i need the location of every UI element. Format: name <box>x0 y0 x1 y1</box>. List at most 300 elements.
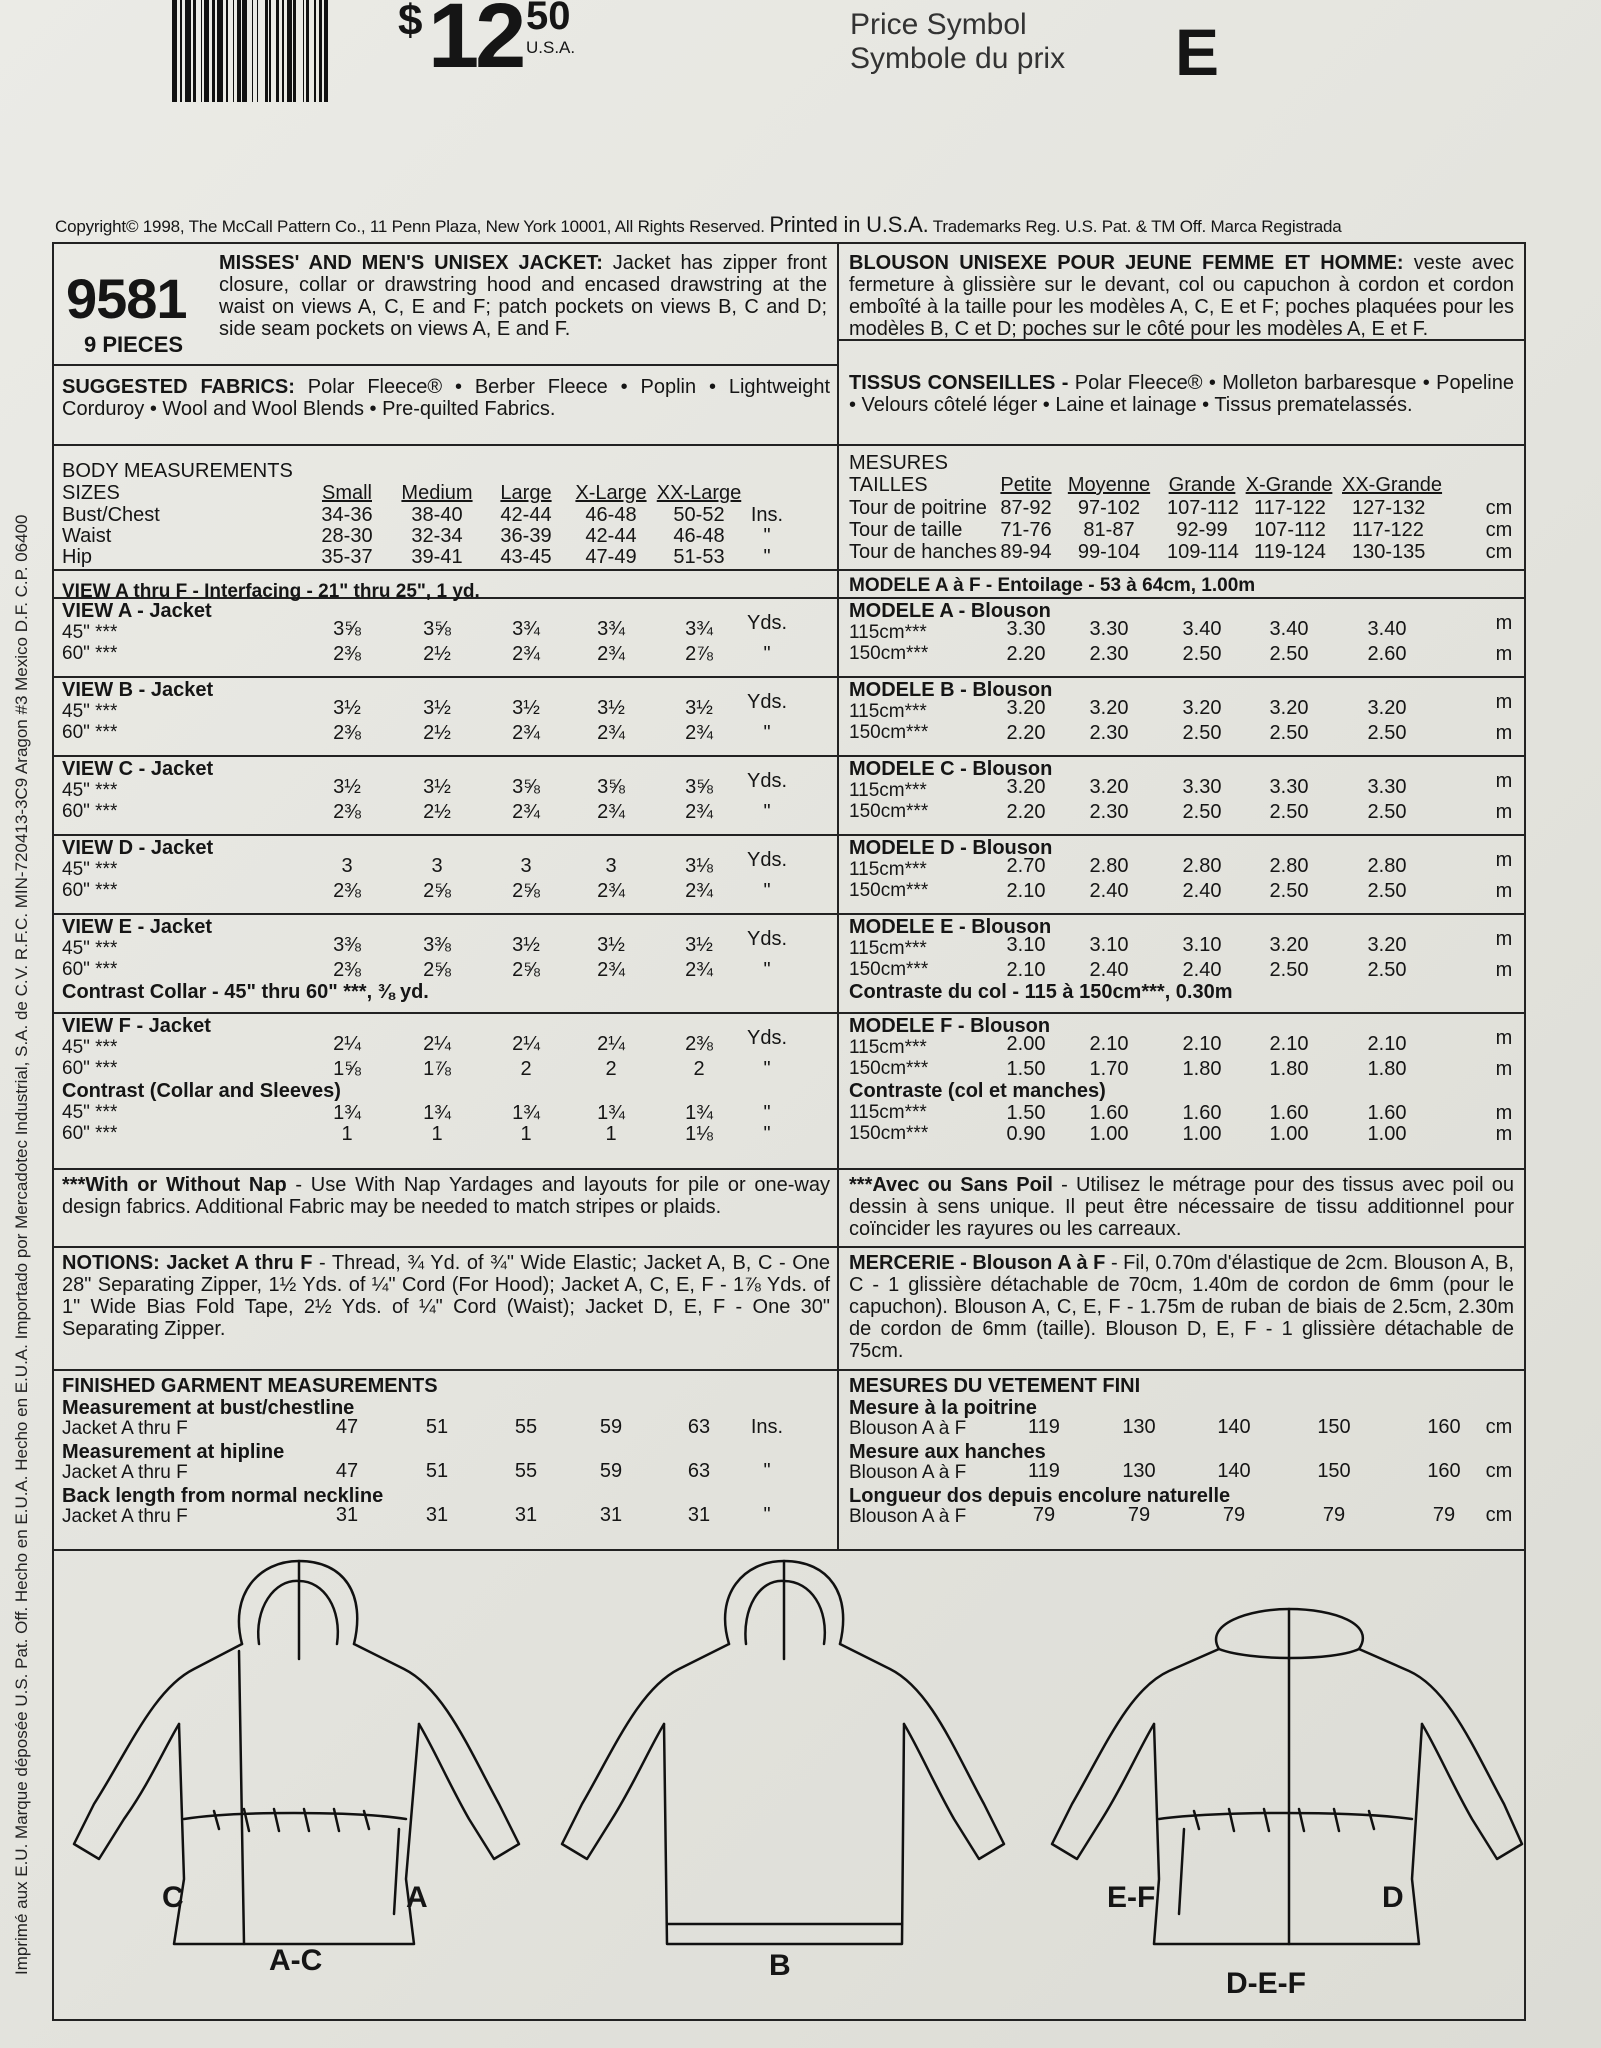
fr-yardage-cell: 3.30 <box>1089 618 1129 640</box>
en-width-label: 60" *** <box>62 1123 118 1144</box>
fr-measure-label: Tour de hanches <box>849 541 997 563</box>
en-yardage-unit: " <box>763 1102 771 1124</box>
en-yardage-cell: 1 <box>520 1123 532 1145</box>
en-yardage-cell: 2⅜ <box>333 801 361 823</box>
fr-yardage-cell: 2.70 <box>1006 855 1046 877</box>
divider <box>54 676 1524 678</box>
fr-yardage-cell: 2.50 <box>1367 880 1407 902</box>
en-width-label: 45" *** <box>62 938 118 959</box>
fr-yardage-cell: 2.10 <box>1089 1033 1129 1055</box>
en-yardage-cell: 1 <box>341 1123 353 1145</box>
en-view-title: VIEW C - Jacket <box>62 758 214 780</box>
fr-yardage-cell: 3.20 <box>1269 697 1309 719</box>
fr-finished-cell: 79 <box>1432 1504 1456 1526</box>
fr-yardage-cell: 2.50 <box>1269 801 1309 823</box>
copyright-text: Copyright© 1998, The McCall Pattern Co., 11 Penn Plaza, New York 10001, All Rights Reserved. <box>55 217 765 236</box>
en-yardage-cell: 3½ <box>423 697 451 719</box>
fr-width-label: 150cm*** <box>849 643 929 664</box>
en-finished-cell: 31 <box>514 1504 538 1526</box>
fr-yardage-cell: 1.60 <box>1367 1102 1407 1124</box>
en-width-label: 60" *** <box>62 722 118 743</box>
en-finished-cell: 59 <box>599 1416 623 1438</box>
en-yardage-cell: 3 <box>341 855 353 877</box>
en-yardage-cell: 2½ <box>423 722 451 744</box>
fr-finished-cell: 79 <box>1032 1504 1056 1526</box>
en-finished-cell: 59 <box>599 1460 623 1482</box>
fr-yardage-cell: 1.50 <box>1006 1102 1046 1124</box>
en-finished-cell: 51 <box>425 1416 449 1438</box>
fr-yardage-unit: m <box>1495 928 1513 950</box>
fr-yardage-cell: 2.20 <box>1006 801 1046 823</box>
barcode-bar <box>328 0 331 102</box>
en-yardage-cell: 3¾ <box>685 618 713 640</box>
fr-yardage-unit: m <box>1495 880 1513 902</box>
en-yardage-unit: " <box>763 959 771 981</box>
en-yardage-cell: 1⅝ <box>333 1058 361 1080</box>
fr-finished-unit: cm <box>1485 1416 1513 1438</box>
en-finished-label: Jacket A thru F <box>62 1462 188 1483</box>
en-notions <box>62 1252 830 1340</box>
fr-yardage-cell: 3.40 <box>1269 618 1309 640</box>
fr-finished-unit: cm <box>1485 1504 1513 1526</box>
fr-yardage-cell: 3.20 <box>1089 776 1129 798</box>
en-sizes-label: SIZES <box>62 482 120 504</box>
drawing-label-b: B <box>769 1949 791 1982</box>
en-yardage-cell: 3 <box>431 855 443 877</box>
fr-yardage-cell: 3.40 <box>1367 618 1407 640</box>
en-yardage-cell: 2⅝ <box>423 880 451 902</box>
fr-yardage-cell: 1.00 <box>1269 1123 1309 1145</box>
en-yardage-cell: 3⅝ <box>512 776 540 798</box>
fr-yardage-cell: 2.10 <box>1269 1033 1309 1055</box>
fr-yardage-cell: 2.80 <box>1182 855 1222 877</box>
en-yardage-cell: 2⅜ <box>333 643 361 665</box>
fr-finished-cell: 119 <box>1028 1416 1060 1438</box>
fr-measure-cell: 87-92 <box>1000 497 1052 519</box>
en-yardage-cell: 1¾ <box>512 1102 540 1124</box>
en-yardage-cell: 1¾ <box>685 1102 713 1124</box>
fr-yardage-cell: 2.50 <box>1182 643 1222 665</box>
fr-yardage-cell: 2.80 <box>1367 855 1407 877</box>
en-width-label: 45" *** <box>62 780 118 801</box>
price-symbol-letter: E <box>1175 15 1220 89</box>
printed-in: Printed in U.S.A. <box>769 212 929 237</box>
fr-width-label: 150cm*** <box>849 959 929 980</box>
fr-yardage-cell: 3.40 <box>1182 618 1222 640</box>
en-yardage-unit: " <box>763 1058 771 1080</box>
fr-yardage-unit: m <box>1495 1058 1513 1080</box>
en-notions-title: NOTIONS: Jacket A thru F <box>62 1252 313 1274</box>
fr-yardage-cell: 2.50 <box>1367 722 1407 744</box>
fr-sizes-label: TAILLES <box>849 474 928 496</box>
fr-yardage-cell: 3.30 <box>1182 776 1222 798</box>
en-finished-unit: Ins. <box>750 1416 784 1438</box>
en-yardage-cell: 2¾ <box>512 801 540 823</box>
en-yardage-cell: 2¼ <box>333 1033 361 1055</box>
en-measure-cell: 43-45 <box>500 546 552 568</box>
en-measure-cell: 42-44 <box>585 525 637 547</box>
fr-nap <box>849 1174 1514 1240</box>
drawing-label-def: D-E-F <box>1226 1967 1306 2000</box>
fr-view-title: MODELE F - Blouson <box>849 1015 1051 1037</box>
drawing-label-a: A <box>406 1881 428 1914</box>
en-yardage-cell: 3 <box>520 855 532 877</box>
jacket-ac-sketch <box>74 1561 519 1944</box>
en-fabrics <box>62 376 830 420</box>
fr-measure-cell: 71-76 <box>1000 519 1052 541</box>
en-finished-cell: 31 <box>599 1504 623 1526</box>
fr-yardage-cell: 1.70 <box>1089 1058 1129 1080</box>
fr-yardage-cell: 1.80 <box>1269 1058 1309 1080</box>
fr-width-label: 150cm*** <box>849 1123 929 1144</box>
fr-yardage-unit: m <box>1495 770 1513 792</box>
fr-finished-label: Blouson A à F <box>849 1418 967 1439</box>
en-size-header: Large <box>500 482 552 504</box>
fr-view-title: MODELE B - Blouson <box>849 679 1053 701</box>
en-yardage-cell: 3 <box>605 855 617 877</box>
en-finished-cell: 31 <box>425 1504 449 1526</box>
fr-finished-cell: 79 <box>1222 1504 1246 1526</box>
fr-size-header: Moyenne <box>1067 474 1151 496</box>
en-size-header: XX-Large <box>656 482 742 504</box>
fr-width-label: 115cm*** <box>849 622 927 643</box>
fr-yardage-cell: 2.40 <box>1089 880 1129 902</box>
en-yardage-cell: 3¾ <box>597 618 625 640</box>
fr-size-header: Petite <box>1000 474 1052 496</box>
fr-yardage-cell: 2.10 <box>1182 1033 1222 1055</box>
en-yardage-cell: 2¾ <box>597 643 625 665</box>
en-yardage-cell: 2⅜ <box>333 959 361 981</box>
en-measure-cell: 34-36 <box>321 504 373 526</box>
en-yardage-cell: 2⅝ <box>512 880 540 902</box>
fr-width-label: 115cm*** <box>849 1037 927 1058</box>
fr-yardage-cell: 2.50 <box>1367 959 1407 981</box>
en-finished-title: FINISHED GARMENT MEASUREMENTS <box>62 1375 438 1397</box>
divider <box>54 1369 1524 1371</box>
fr-yardage-cell: 2.50 <box>1182 801 1222 823</box>
en-view-title: VIEW F - Jacket <box>62 1015 211 1037</box>
fr-yardage-cell: 3.20 <box>1269 934 1309 956</box>
fr-yardage-cell: 1.60 <box>1089 1102 1129 1124</box>
fr-finished-subtitle: Mesure à la poitrine <box>849 1397 1037 1419</box>
en-yardage-cell: 2½ <box>423 643 451 665</box>
fr-measure-label: Tour de taille <box>849 519 963 541</box>
en-width-label: 60" *** <box>62 1058 118 1079</box>
en-yardage-cell: 1 <box>605 1123 617 1145</box>
en-yardage-cell: 2⅜ <box>333 722 361 744</box>
fr-yardage-cell: 2.40 <box>1089 959 1129 981</box>
side-import-text: Imprimé aux E.U. Marque déposée U.S. Pat. Off. Hecho en E.U.A. Hecho en E.U.A. Importado por Mercadotec Industrial, S.A. de C.V. R.F.C. MIN-720413-3C9 Aragon #3 Mexico D.F. C.P. 06400 <box>12 514 31 1975</box>
en-width-label: 60" *** <box>62 880 118 901</box>
fr-yardage-cell: 3.10 <box>1006 934 1046 956</box>
fr-contrast-note: Contraste du col - 115 à 150cm***, 0.30m <box>849 981 1233 1003</box>
fr-description <box>849 252 1514 340</box>
divider <box>54 913 1524 915</box>
en-finished-cell: 63 <box>687 1460 711 1482</box>
fr-yardage-cell: 2.50 <box>1269 880 1309 902</box>
en-finished-cell: 47 <box>335 1460 359 1482</box>
jacket-b-sketch <box>562 1561 1004 1944</box>
en-size-header: X-Large <box>575 482 647 504</box>
fr-finished-cell: 160 <box>1427 1460 1461 1482</box>
en-yardage-cell: 2¾ <box>685 959 713 981</box>
fr-width-label: 115cm*** <box>849 859 927 880</box>
fr-view-title: MODELE D - Blouson <box>849 837 1053 859</box>
en-view-title: VIEW A - Jacket <box>62 600 212 622</box>
en-measure-label: Bust/Chest <box>62 504 160 526</box>
en-yardage-cell: 2¾ <box>685 801 713 823</box>
en-width-label: 60" *** <box>62 643 118 664</box>
en-measure-label: Hip <box>62 546 93 568</box>
fr-yardage-unit: m <box>1495 643 1513 665</box>
fr-yardage-cell: 3.20 <box>1367 697 1407 719</box>
en-finished-cell: 31 <box>687 1504 711 1526</box>
fr-notions <box>849 1252 1514 1362</box>
en-finished-subtitle: Back length from normal neckline <box>62 1485 384 1507</box>
fr-yardage-cell: 3.30 <box>1269 776 1309 798</box>
en-measure-cell: 50-52 <box>673 504 725 526</box>
column-divider <box>837 244 839 1549</box>
fr-finished-label: Blouson A à F <box>849 1506 967 1527</box>
fr-nap-text: - Utilisez le métrage pour des tissus avec poil ou dessin à sens unique. Il peut être nécessaire de tissu additionnel pour coïncider les rayures ou les carreaux. <box>849 1174 1514 1240</box>
fr-notions-text: - Fil, 0.70m d'élastique de 2cm. Blouson A, B, C - 1 glissière détachable de 70cm, 1.40m de cordon de 6mm (pour le capuchon). Blouson A, C, E, F - 1.75m de ruban de biais de 2.5cm, 2.30m de cordon de 6mm (taille). Blouson D, E, F - 1 glissière détachable de 75cm. <box>849 1252 1514 1362</box>
divider <box>54 1012 1524 1014</box>
fr-yardage-cell: 3.20 <box>1089 697 1129 719</box>
fr-size-header: Grande <box>1168 474 1236 496</box>
en-yardage-cell: 3⅝ <box>333 618 361 640</box>
fr-view-title: MODELE E - Blouson <box>849 916 1052 938</box>
fr-yardage-cell: 1.60 <box>1182 1102 1222 1124</box>
en-measure-cell: 39-41 <box>411 546 463 568</box>
fr-measure-unit: cm <box>1485 497 1513 519</box>
fr-yardage-cell: 3.20 <box>1182 697 1222 719</box>
en-measure-cell: 36-39 <box>500 525 552 547</box>
divider <box>54 1168 1524 1170</box>
en-yardage-cell: 3⅝ <box>423 618 451 640</box>
info-sheet <box>52 242 1526 2021</box>
en-yardage-cell: 3⅛ <box>685 855 713 877</box>
en-yardage-unit: Yds. <box>746 928 788 950</box>
en-contrast-title: Contrast (Collar and Sleeves) <box>62 1080 341 1102</box>
en-yardage-cell: 3⅜ <box>333 934 361 956</box>
fr-measure-unit: cm <box>1485 541 1513 563</box>
fr-body-title: MESURES <box>849 452 948 474</box>
fr-yardage-unit: m <box>1495 722 1513 744</box>
en-measure-cell: 32-34 <box>411 525 463 547</box>
en-width-label: 45" *** <box>62 859 118 880</box>
fr-finished-subtitle: Mesure aux hanches <box>849 1441 1046 1463</box>
fr-interfacing: MODELE A à F - Entoilage - 53 à 64cm, 1.00m <box>849 575 1256 596</box>
en-yardage-cell: 3½ <box>685 934 713 956</box>
en-yardage-cell: 2½ <box>423 801 451 823</box>
fr-size-header: XX-Grande <box>1342 474 1443 496</box>
en-yardage-cell: 3¾ <box>512 618 540 640</box>
fr-yardage-unit: m <box>1495 1027 1513 1049</box>
en-interfacing: VIEW A thru F - Interfacing - 21" thru 25", 1 yd. <box>62 581 480 602</box>
fr-finished-cell: 119 <box>1028 1460 1060 1482</box>
en-yardage-cell: 3½ <box>512 934 540 956</box>
en-finished-cell: 47 <box>335 1416 359 1438</box>
fr-width-label: 115cm*** <box>849 938 927 959</box>
en-measure-cell: 47-49 <box>585 546 637 568</box>
fr-finished-cell: 140 <box>1217 1416 1251 1438</box>
en-yardage-cell: 2⅜ <box>685 1033 713 1055</box>
en-yardage-cell: 1⅛ <box>685 1123 713 1145</box>
fr-measure-cell: 127-132 <box>1352 497 1426 519</box>
en-yardage-cell: 3⅜ <box>423 934 451 956</box>
fr-yardage-cell: 3.10 <box>1089 934 1129 956</box>
fr-view-title: MODELE C - Blouson <box>849 758 1053 780</box>
fr-measure-cell: 97-102 <box>1077 497 1141 519</box>
fr-yardage-cell: 2.50 <box>1269 722 1309 744</box>
en-yardage-cell: 2¾ <box>597 722 625 744</box>
fr-measure-cell: 99-104 <box>1077 541 1141 563</box>
divider <box>54 444 1524 446</box>
fr-measure-cell: 117-122 <box>1254 497 1326 519</box>
en-yardage-cell: 1⅞ <box>423 1058 451 1080</box>
fr-yardage-unit: m <box>1495 1102 1513 1124</box>
fr-desc-text: veste avec fermeture à glissière sur le devant, col ou capuchon à cordon et cordon emboîté à la taille pour les modèles A, C, E et F; poches plaquées pour les modèles B, C et D; poches sur le côté pour les modèles A, E et F. <box>849 252 1514 340</box>
en-finished-unit: " <box>763 1460 771 1482</box>
en-yardage-unit: Yds. <box>746 1027 788 1049</box>
fr-yardage-cell: 3.20 <box>1367 934 1407 956</box>
en-finished-cell: 63 <box>687 1416 711 1438</box>
fr-size-header: X-Grande <box>1245 474 1333 496</box>
en-finished-cell: 31 <box>335 1504 359 1526</box>
fr-yardage-unit: m <box>1495 849 1513 871</box>
en-finished-subtitle: Measurement at bust/chestline <box>62 1397 355 1419</box>
fr-fabrics-text: Polar Fleece® • Molleton barbaresque • Popeline • Velours côtelé léger • Laine et lainage • Tissus prematelassés. <box>849 372 1514 416</box>
fr-yardage-unit: m <box>1495 691 1513 713</box>
en-yardage-unit: " <box>763 801 771 823</box>
fr-width-label: 150cm*** <box>849 1058 929 1079</box>
en-finished-subtitle: Measurement at hipline <box>62 1441 285 1463</box>
fr-measure-cell: 119-124 <box>1254 541 1326 563</box>
en-finished-label: Jacket A thru F <box>62 1506 188 1527</box>
en-view-title: VIEW B - Jacket <box>62 679 214 701</box>
en-yardage-cell: 3⅝ <box>597 776 625 798</box>
en-desc-title: MISSES' AND MEN'S UNISEX JACKET: <box>219 252 603 274</box>
en-measure-cell: 46-48 <box>585 504 637 526</box>
en-yardage-unit: Yds. <box>746 691 788 713</box>
en-yardage-cell: 2¼ <box>423 1033 451 1055</box>
fr-width-label: 115cm*** <box>849 1102 927 1123</box>
fr-yardage-cell: 3.10 <box>1182 934 1222 956</box>
fr-yardage-cell: 1.00 <box>1089 1123 1129 1145</box>
en-yardage-cell: 2¾ <box>597 880 625 902</box>
price-cents: 50 <box>526 0 571 38</box>
fr-yardage-unit: m <box>1495 612 1513 634</box>
fr-width-label: 150cm*** <box>849 880 929 901</box>
pattern-pieces: 9 PIECES <box>84 332 184 357</box>
en-view-title: VIEW E - Jacket <box>62 916 213 938</box>
fr-yardage-cell: 2.50 <box>1367 801 1407 823</box>
en-measure-cell: 35-37 <box>321 546 373 568</box>
fr-measure-cell: 107-112 <box>1254 519 1326 541</box>
en-finished-cell: 55 <box>514 1460 538 1482</box>
drawing-label-c: C <box>162 1881 184 1914</box>
fr-yardage-cell: 2.10 <box>1367 1033 1407 1055</box>
en-yardage-cell: 2¼ <box>597 1033 625 1055</box>
en-nap-title: ***With or Without Nap <box>62 1174 287 1196</box>
en-width-label: 60" *** <box>62 801 118 822</box>
en-measure-unit: " <box>763 546 771 568</box>
fr-yardage-unit: m <box>1495 801 1513 823</box>
fr-desc-title: BLOUSON UNISEXE POUR JEUNE FEMME ET HOMME: <box>849 252 1404 274</box>
fr-finished-cell: 79 <box>1322 1504 1346 1526</box>
divider <box>54 1246 1524 1248</box>
fr-measure-label: Tour de poitrine <box>849 497 987 519</box>
en-yardage-cell: 2¾ <box>512 722 540 744</box>
fr-finished-subtitle: Longueur dos depuis encolure naturelle <box>849 1485 1231 1507</box>
fr-yardage-cell: 1.80 <box>1367 1058 1407 1080</box>
en-yardage-cell: 2⅝ <box>512 959 540 981</box>
fr-yardage-cell: 2.50 <box>1269 643 1309 665</box>
fr-measure-unit: cm <box>1485 519 1513 541</box>
fr-yardage-cell: 2.30 <box>1089 801 1129 823</box>
en-fabrics-title: SUGGESTED FABRICS: <box>62 376 295 398</box>
drawing-label-d: D <box>1382 1881 1404 1914</box>
en-yardage-cell: 2¾ <box>597 959 625 981</box>
fr-yardage-cell: 2.20 <box>1006 722 1046 744</box>
fr-yardage-cell: 2.80 <box>1269 855 1309 877</box>
fr-yardage-cell: 3.20 <box>1006 697 1046 719</box>
fr-yardage-cell: 2.80 <box>1089 855 1129 877</box>
fr-finished-cell: 130 <box>1122 1416 1156 1438</box>
fr-finished-unit: cm <box>1485 1460 1513 1482</box>
en-nap-text: - Use With Nap Yardages and layouts for pile or one-way design fabrics. Additional Fabric may be needed to match stripes or plaids. <box>62 1174 830 1218</box>
fr-measure-cell: 92-99 <box>1176 519 1228 541</box>
fr-yardage-cell: 2.10 <box>1006 959 1046 981</box>
en-size-header: Medium <box>401 482 473 504</box>
fr-yardage-cell: 1.60 <box>1269 1102 1309 1124</box>
fr-nap-title: ***Avec ou Sans Poil <box>849 1174 1053 1196</box>
en-yardage-cell: 2¾ <box>685 880 713 902</box>
en-yardage-cell: 1¾ <box>423 1102 451 1124</box>
en-yardage-cell: 2¼ <box>512 1033 540 1055</box>
en-yardage-cell: 2¾ <box>685 722 713 744</box>
fr-measure-cell: 81-87 <box>1083 519 1135 541</box>
en-yardage-cell: 3⅝ <box>685 776 713 798</box>
en-yardage-cell: 2⅝ <box>423 959 451 981</box>
en-finished-unit: " <box>763 1504 771 1526</box>
fr-yardage-unit: m <box>1495 959 1513 981</box>
fr-contrast-title: Contraste (col et manches) <box>849 1080 1106 1102</box>
fr-yardage-cell: 1.00 <box>1182 1123 1222 1145</box>
en-measure-label: Waist <box>62 525 112 547</box>
en-width-label: 45" *** <box>62 1102 118 1123</box>
en-nap <box>62 1174 830 1218</box>
fr-finished-cell: 79 <box>1127 1504 1151 1526</box>
fr-finished-cell: 130 <box>1122 1460 1156 1482</box>
fr-fabrics <box>849 372 1514 416</box>
fr-measure-cell: 109-114 <box>1167 541 1239 563</box>
en-measure-cell: 28-30 <box>321 525 373 547</box>
fr-yardage-cell: 2.50 <box>1269 959 1309 981</box>
fr-finished-cell: 160 <box>1427 1416 1461 1438</box>
fr-yardage-cell: 2.30 <box>1089 643 1129 665</box>
fr-finished-label: Blouson A à F <box>849 1462 967 1483</box>
en-finished-cell: 55 <box>514 1416 538 1438</box>
en-width-label: 45" *** <box>62 1037 118 1058</box>
en-yardage-cell: 2 <box>520 1058 532 1080</box>
fr-width-label: 150cm*** <box>849 722 929 743</box>
fr-yardage-cell: 3.30 <box>1367 776 1407 798</box>
en-yardage-unit: " <box>763 722 771 744</box>
fr-yardage-cell: 2.20 <box>1006 643 1046 665</box>
price-main: 12 <box>428 0 523 87</box>
copyright-line <box>55 212 1515 238</box>
